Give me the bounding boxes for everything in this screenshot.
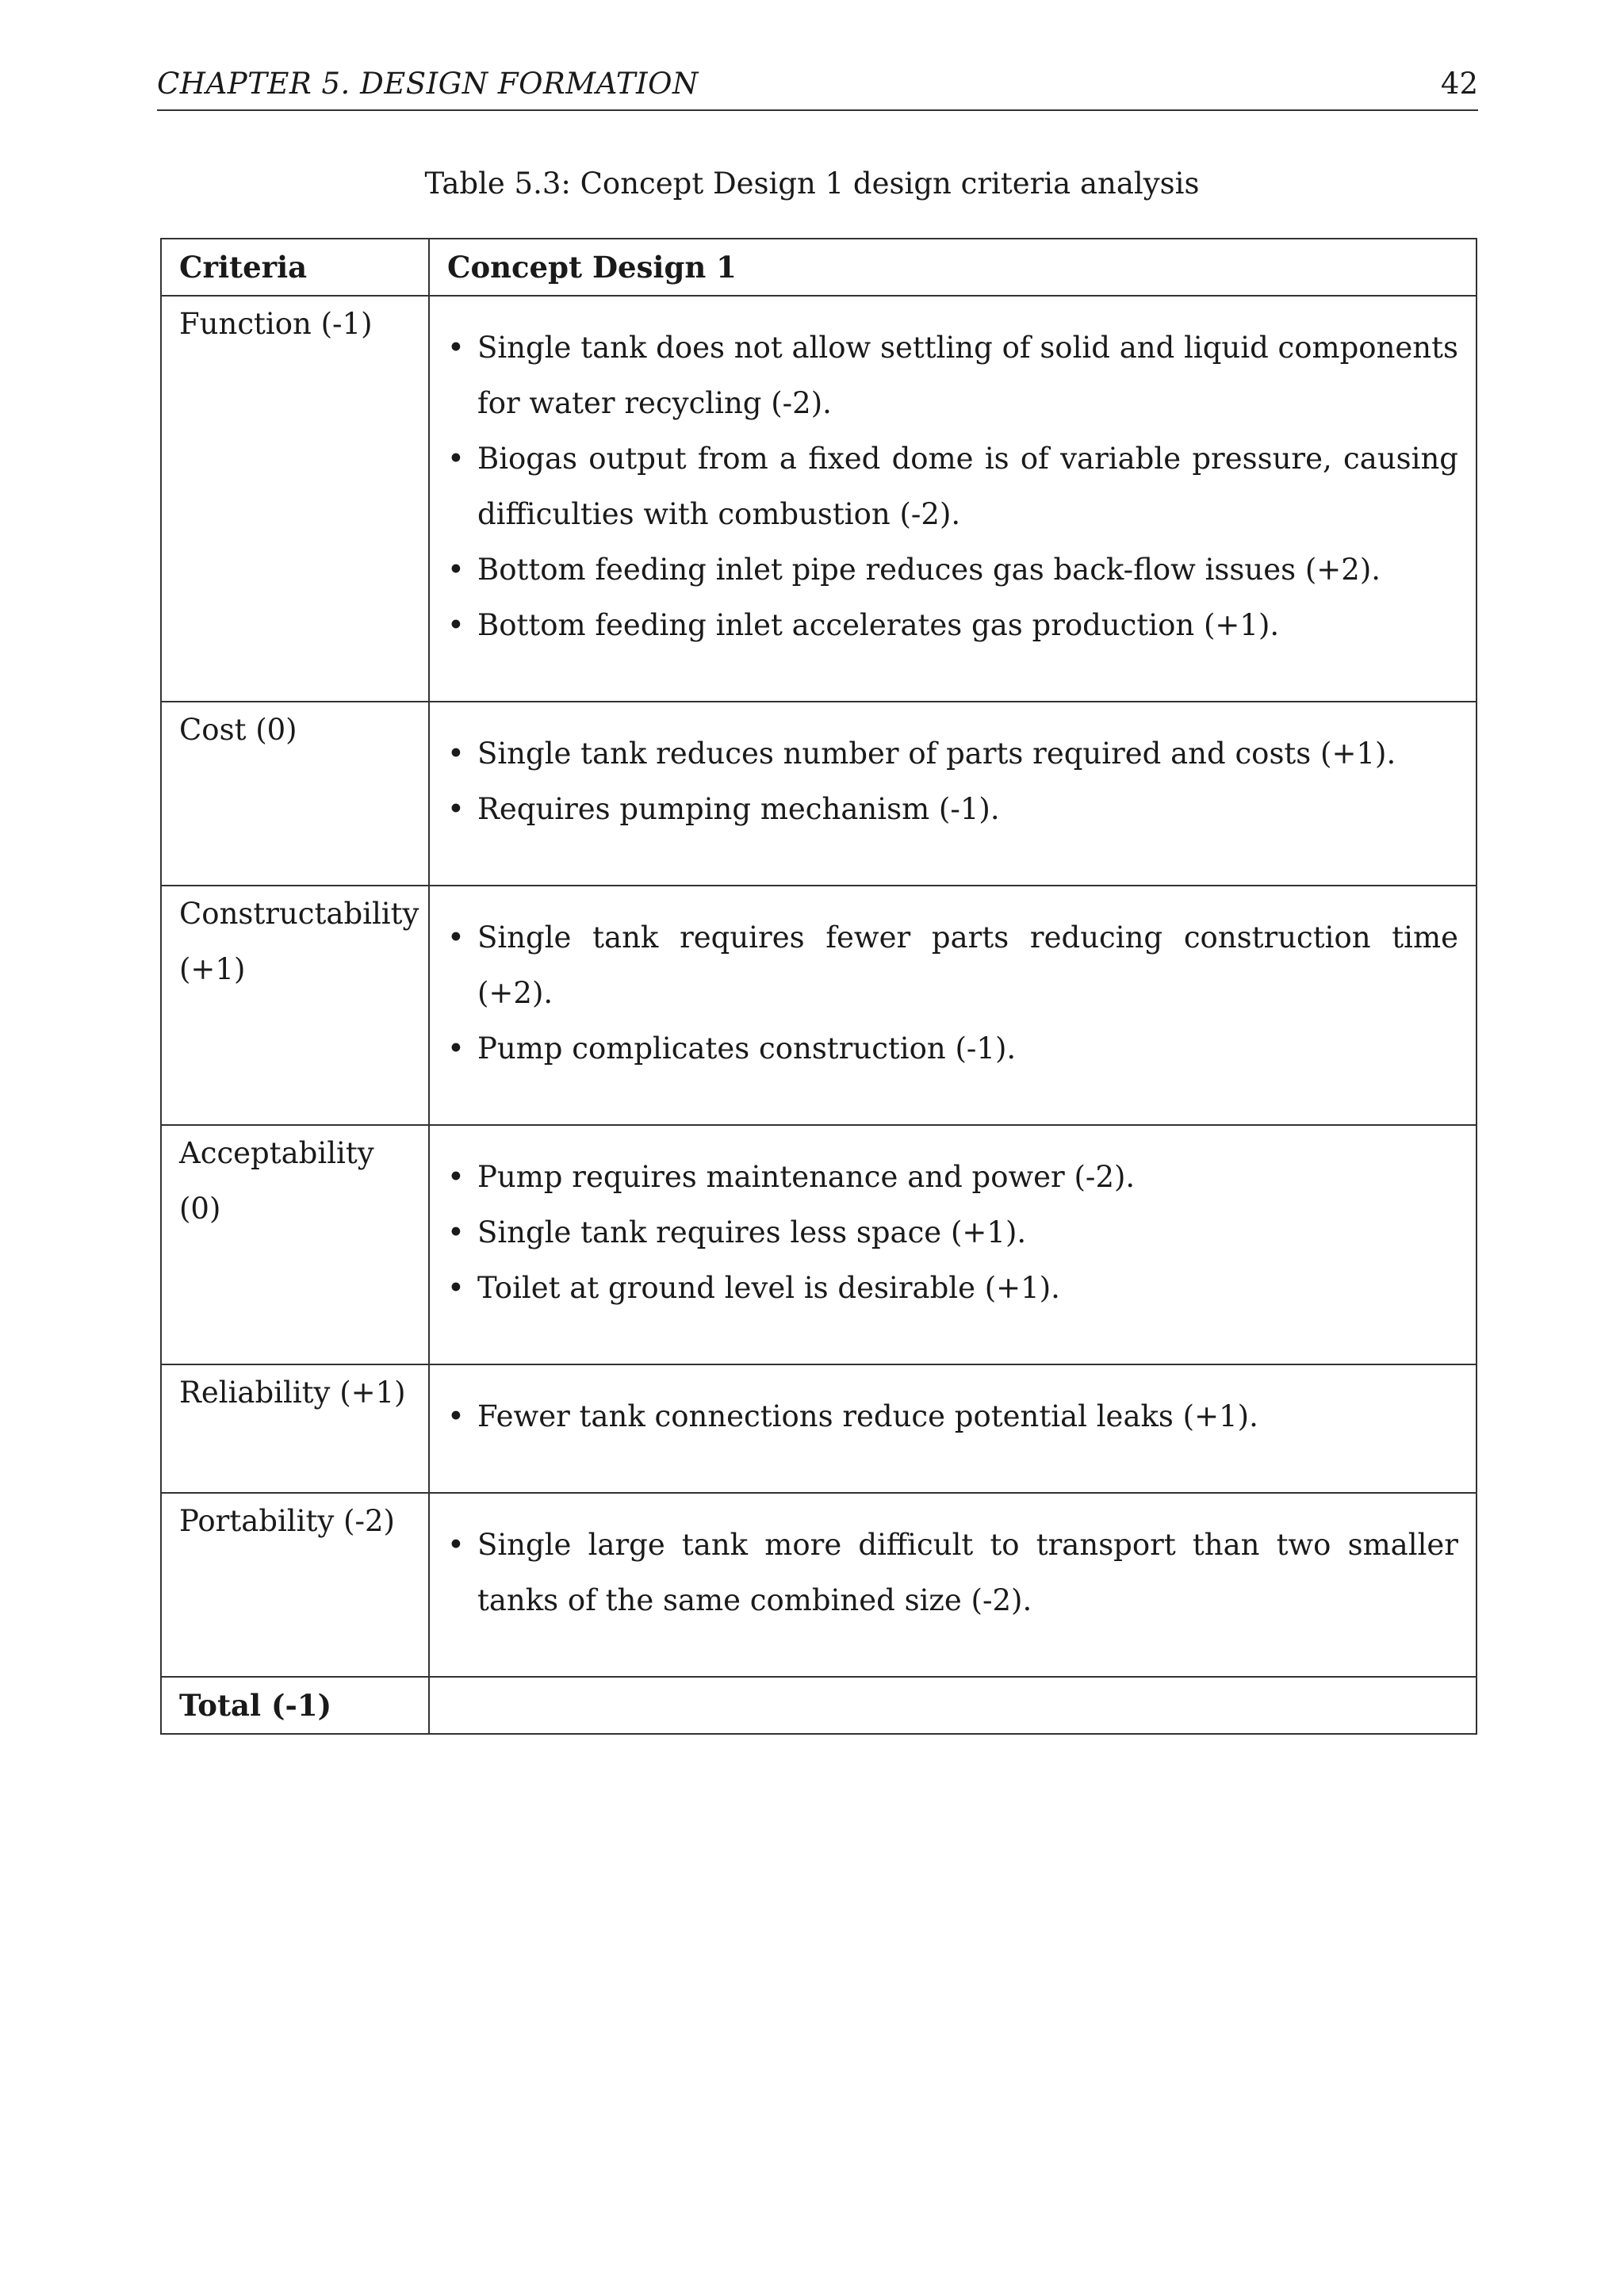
total-row — [161, 1677, 1477, 1734]
list-item: • Toilet at ground level is desirable (+1). — [447, 1261, 1458, 1316]
bullet-list — [447, 702, 1458, 885]
bullet-icon: • — [447, 331, 465, 365]
points-cell — [429, 702, 1477, 886]
column-header-concept: Concept Design 1 — [429, 239, 1477, 296]
criteria-table — [160, 238, 1477, 1735]
bullet-icon: • — [447, 1160, 465, 1194]
bullet-list — [447, 1365, 1458, 1492]
points-cell — [429, 886, 1477, 1125]
table-row — [161, 1364, 1477, 1493]
criteria-cell: Reliability (+1) — [161, 1364, 429, 1493]
list-item: • Single tank requires fewer parts reducing construction time (+2). — [447, 910, 1458, 1021]
list-item: • Biogas output from a fixed dome is of variable pressure, causing difficulties with combustion (-2). — [447, 431, 1458, 542]
bullet-icon: • — [447, 920, 465, 955]
bullet-icon: • — [447, 1528, 465, 1562]
points-cell — [429, 1125, 1477, 1364]
total-empty-cell — [429, 1677, 1477, 1734]
bullet-icon: • — [447, 737, 465, 771]
table-row — [161, 296, 1477, 702]
bullet-icon: • — [447, 608, 465, 642]
bullet-list — [447, 1494, 1458, 1676]
bullet-icon: • — [447, 442, 465, 476]
chapter-title: CHAPTER 5. DESIGN FORMATION — [157, 67, 699, 101]
bullet-icon: • — [447, 1215, 465, 1249]
bullet-list — [447, 1126, 1458, 1364]
list-item: • Single large tank more difficult to transport than two smaller tanks of the same combined size (-2). — [447, 1517, 1458, 1628]
bullet-icon: • — [447, 1271, 465, 1305]
bullet-list — [447, 297, 1458, 701]
total-label: Total (-1) — [161, 1677, 429, 1734]
table-row — [161, 886, 1477, 1125]
table-row — [161, 702, 1477, 886]
criteria-cell: Cost (0) — [161, 702, 429, 886]
points-cell — [429, 1493, 1477, 1677]
points-cell — [429, 1364, 1477, 1493]
points-cell — [429, 296, 1477, 702]
list-item: • Single tank requires less space (+1). — [447, 1205, 1458, 1261]
table-row — [161, 1493, 1477, 1677]
criteria-cell: Constructability (+1) — [161, 886, 429, 1125]
criteria-cell: Acceptability (0) — [161, 1125, 429, 1364]
list-item: • Single tank reduces number of parts required and costs (+1). — [447, 726, 1458, 782]
list-item: • Requires pumping mechanism (-1). — [447, 782, 1458, 837]
table-row — [161, 1125, 1477, 1364]
column-header-criteria: Criteria — [161, 239, 429, 296]
page-number: 42 — [1440, 67, 1478, 101]
criteria-cell: Portability (-2) — [161, 1493, 429, 1677]
list-item: • Fewer tank connections reduce potential leaks (+1). — [447, 1389, 1458, 1445]
list-item: • Bottom feeding inlet pipe reduces gas back-flow issues (+2). — [447, 542, 1458, 598]
list-item: • Single tank does not allow settling of solid and liquid components for water recycling (-2). — [447, 320, 1458, 431]
bullet-icon: • — [447, 1399, 465, 1433]
table-caption: Table 5.3: Concept Design 1 design criteria analysis — [424, 166, 1200, 201]
criteria-cell: Function (-1) — [161, 296, 429, 702]
running-header — [157, 62, 1478, 111]
bullet-list — [447, 886, 1458, 1124]
table-header-row — [161, 239, 1477, 296]
bullet-icon: • — [447, 553, 465, 587]
list-item: • Pump requires maintenance and power (-2). — [447, 1150, 1458, 1205]
list-item: • Bottom feeding inlet accelerates gas production (+1). — [447, 598, 1458, 653]
bullet-icon: • — [447, 1031, 465, 1066]
bullet-icon: • — [447, 792, 465, 826]
list-item: • Pump complicates construction (-1). — [447, 1021, 1458, 1077]
